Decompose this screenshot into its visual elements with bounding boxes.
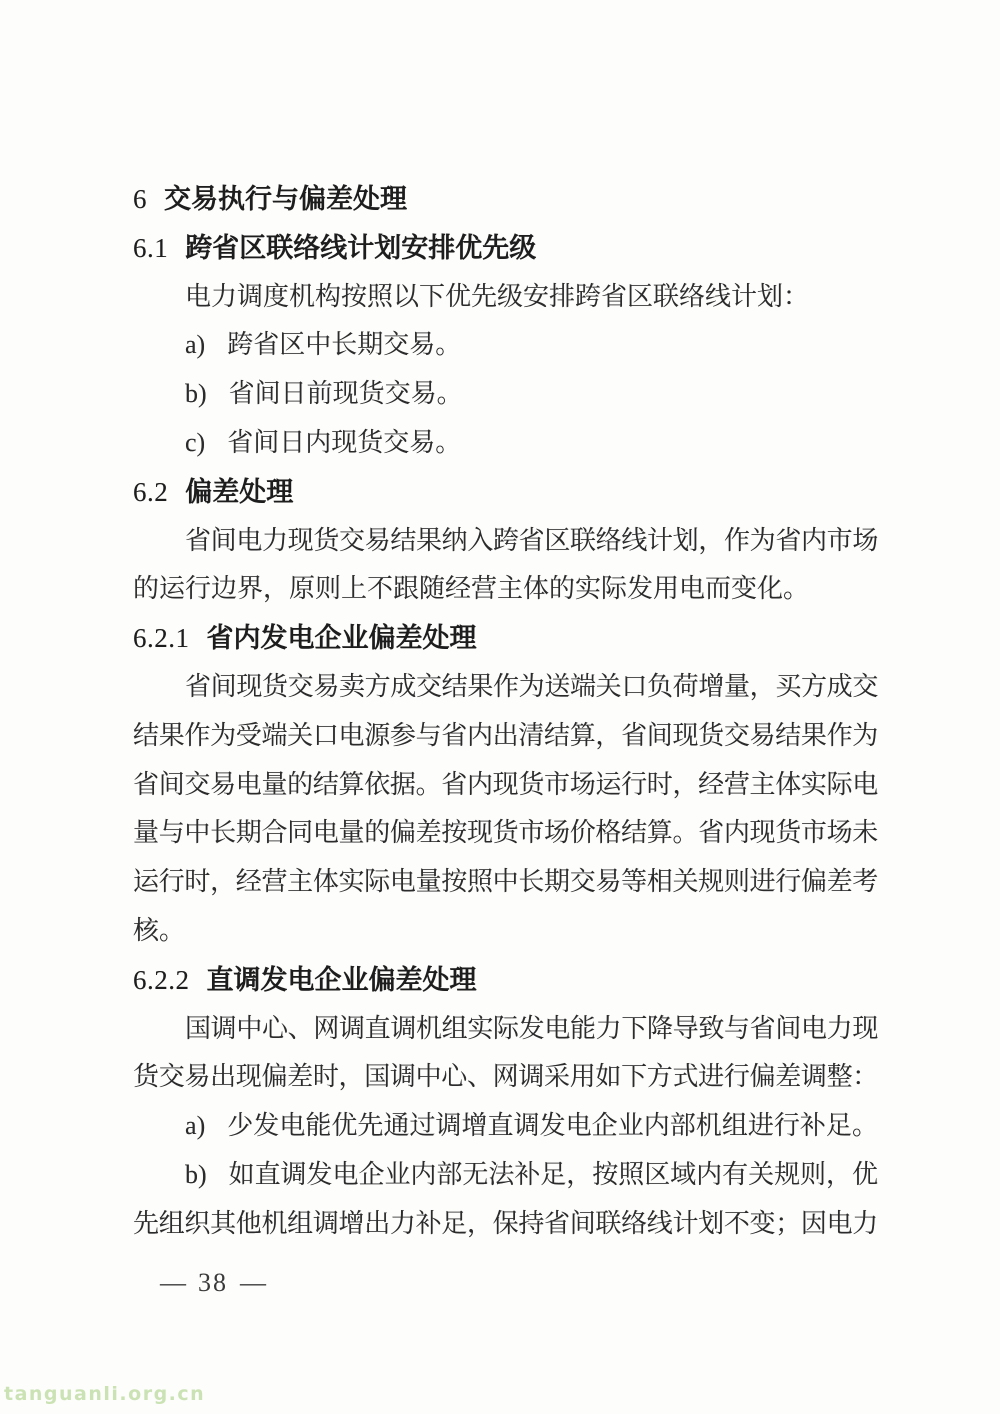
- paragraph-line: [133, 273, 878, 322]
- list-item-a: [133, 1102, 878, 1151]
- list-item-a: [133, 321, 878, 370]
- paragraph-text: 省间交易电量的结算依据。省内现货市场运行时，经营主体实际电: [133, 769, 878, 799]
- heading-chapter-6: [133, 175, 878, 224]
- list-item-b: [133, 370, 878, 419]
- list-marker: c): [185, 427, 206, 457]
- list-text: 先组织其他机组调增出力补足，保持省间联络线计划不变；因电力: [133, 1208, 878, 1238]
- paragraph-line: [133, 517, 878, 566]
- watermark-text: tanguanli.org.cn: [4, 1383, 206, 1405]
- heading-number: 6.2: [133, 476, 169, 507]
- list-text: 跨省区中长期交易。: [227, 330, 462, 360]
- document-content: [133, 175, 878, 1249]
- list-text: 如直调发电企业内部无法补足，按照区域内有关规则，优: [228, 1159, 878, 1189]
- paragraph-text: 核。: [133, 915, 186, 945]
- paragraph-line: [133, 663, 878, 712]
- heading-title: 直调发电企业偏差处理: [206, 964, 477, 995]
- paragraph-line: [133, 1053, 878, 1102]
- heading-section-6-2-2: [133, 956, 878, 1005]
- list-text: 少发电能优先通过调增直调发电企业内部机组进行补足。: [227, 1111, 878, 1141]
- heading-title: 交易执行与偏差处理: [164, 184, 407, 214]
- list-text: 省间日前现货交易。: [228, 379, 463, 409]
- list-item-b-continuation: [133, 1200, 878, 1249]
- heading-section-6-1: [133, 224, 878, 273]
- paragraph-line: [133, 907, 878, 956]
- paragraph-line: [133, 858, 878, 907]
- list-marker: b): [185, 379, 207, 409]
- list-item-text: [185, 1160, 878, 1189]
- paragraph-line: [133, 565, 878, 614]
- paragraph-line: [133, 712, 878, 761]
- heading-title: 省内发电企业偏差处理: [206, 623, 477, 654]
- paragraph-text: 结果作为受端关口电源参与省内出清结算，省间现货交易结果作为: [133, 720, 878, 750]
- list-marker: b): [185, 1159, 207, 1189]
- paragraph-line: [133, 809, 878, 858]
- paragraph-line: [133, 761, 878, 810]
- page-number: 38: [198, 1268, 228, 1297]
- paragraph-text: 省间现货交易卖方成交结果作为送端关口负荷增量，买方成交: [185, 671, 878, 701]
- list-item-text: [185, 330, 461, 359]
- list-marker: a): [185, 330, 206, 360]
- paragraph-text: 省间电力现货交易结果纳入跨省区联络线计划，作为省内市场: [185, 525, 878, 555]
- footer-dash-right: —: [240, 1268, 266, 1297]
- heading-number: 6.2.2: [133, 964, 190, 995]
- heading-number: 6.1: [133, 232, 169, 263]
- heading-section-6-2-1: [133, 614, 878, 663]
- list-item-b: [133, 1151, 878, 1200]
- paragraph-text: 量与中长期合同电量的偏差按现货市场价格结算。省内现货市场未: [133, 818, 878, 848]
- list-item-text: [185, 379, 463, 408]
- heading-title: 偏差处理: [185, 476, 294, 507]
- paragraph-text: 货交易出现偏差时，国调中心、网调采用如下方式进行偏差调整：: [133, 1062, 878, 1092]
- paragraph-text: 运行时，经营主体实际电量按照中长期交易等相关规则进行偏差考: [133, 867, 878, 897]
- paragraph-text: 的运行边界，原则上不跟随经营主体的实际发用电而变化。: [133, 574, 810, 604]
- paragraph-line: [133, 1005, 878, 1054]
- list-item-text: [185, 1111, 878, 1140]
- list-item-text: [185, 428, 461, 457]
- list-item-c: [133, 419, 878, 468]
- heading-number: 6.2.1: [133, 623, 190, 654]
- list-marker: a): [185, 1111, 206, 1141]
- page-number-footer: [160, 1259, 266, 1308]
- paragraph-text: 电力调度机构按照以下优先级安排跨省区联络线计划：: [185, 281, 810, 311]
- heading-number: 6: [133, 184, 147, 214]
- heading-section-6-2: [133, 468, 878, 517]
- list-text: 省间日内现货交易。: [227, 427, 462, 457]
- heading-title: 跨省区联络线计划安排优先级: [185, 232, 537, 263]
- footer-dash-left: —: [160, 1268, 186, 1297]
- paragraph-text: 国调中心、网调直调机组实际发电能力下降导致与省间电力现: [185, 1013, 878, 1043]
